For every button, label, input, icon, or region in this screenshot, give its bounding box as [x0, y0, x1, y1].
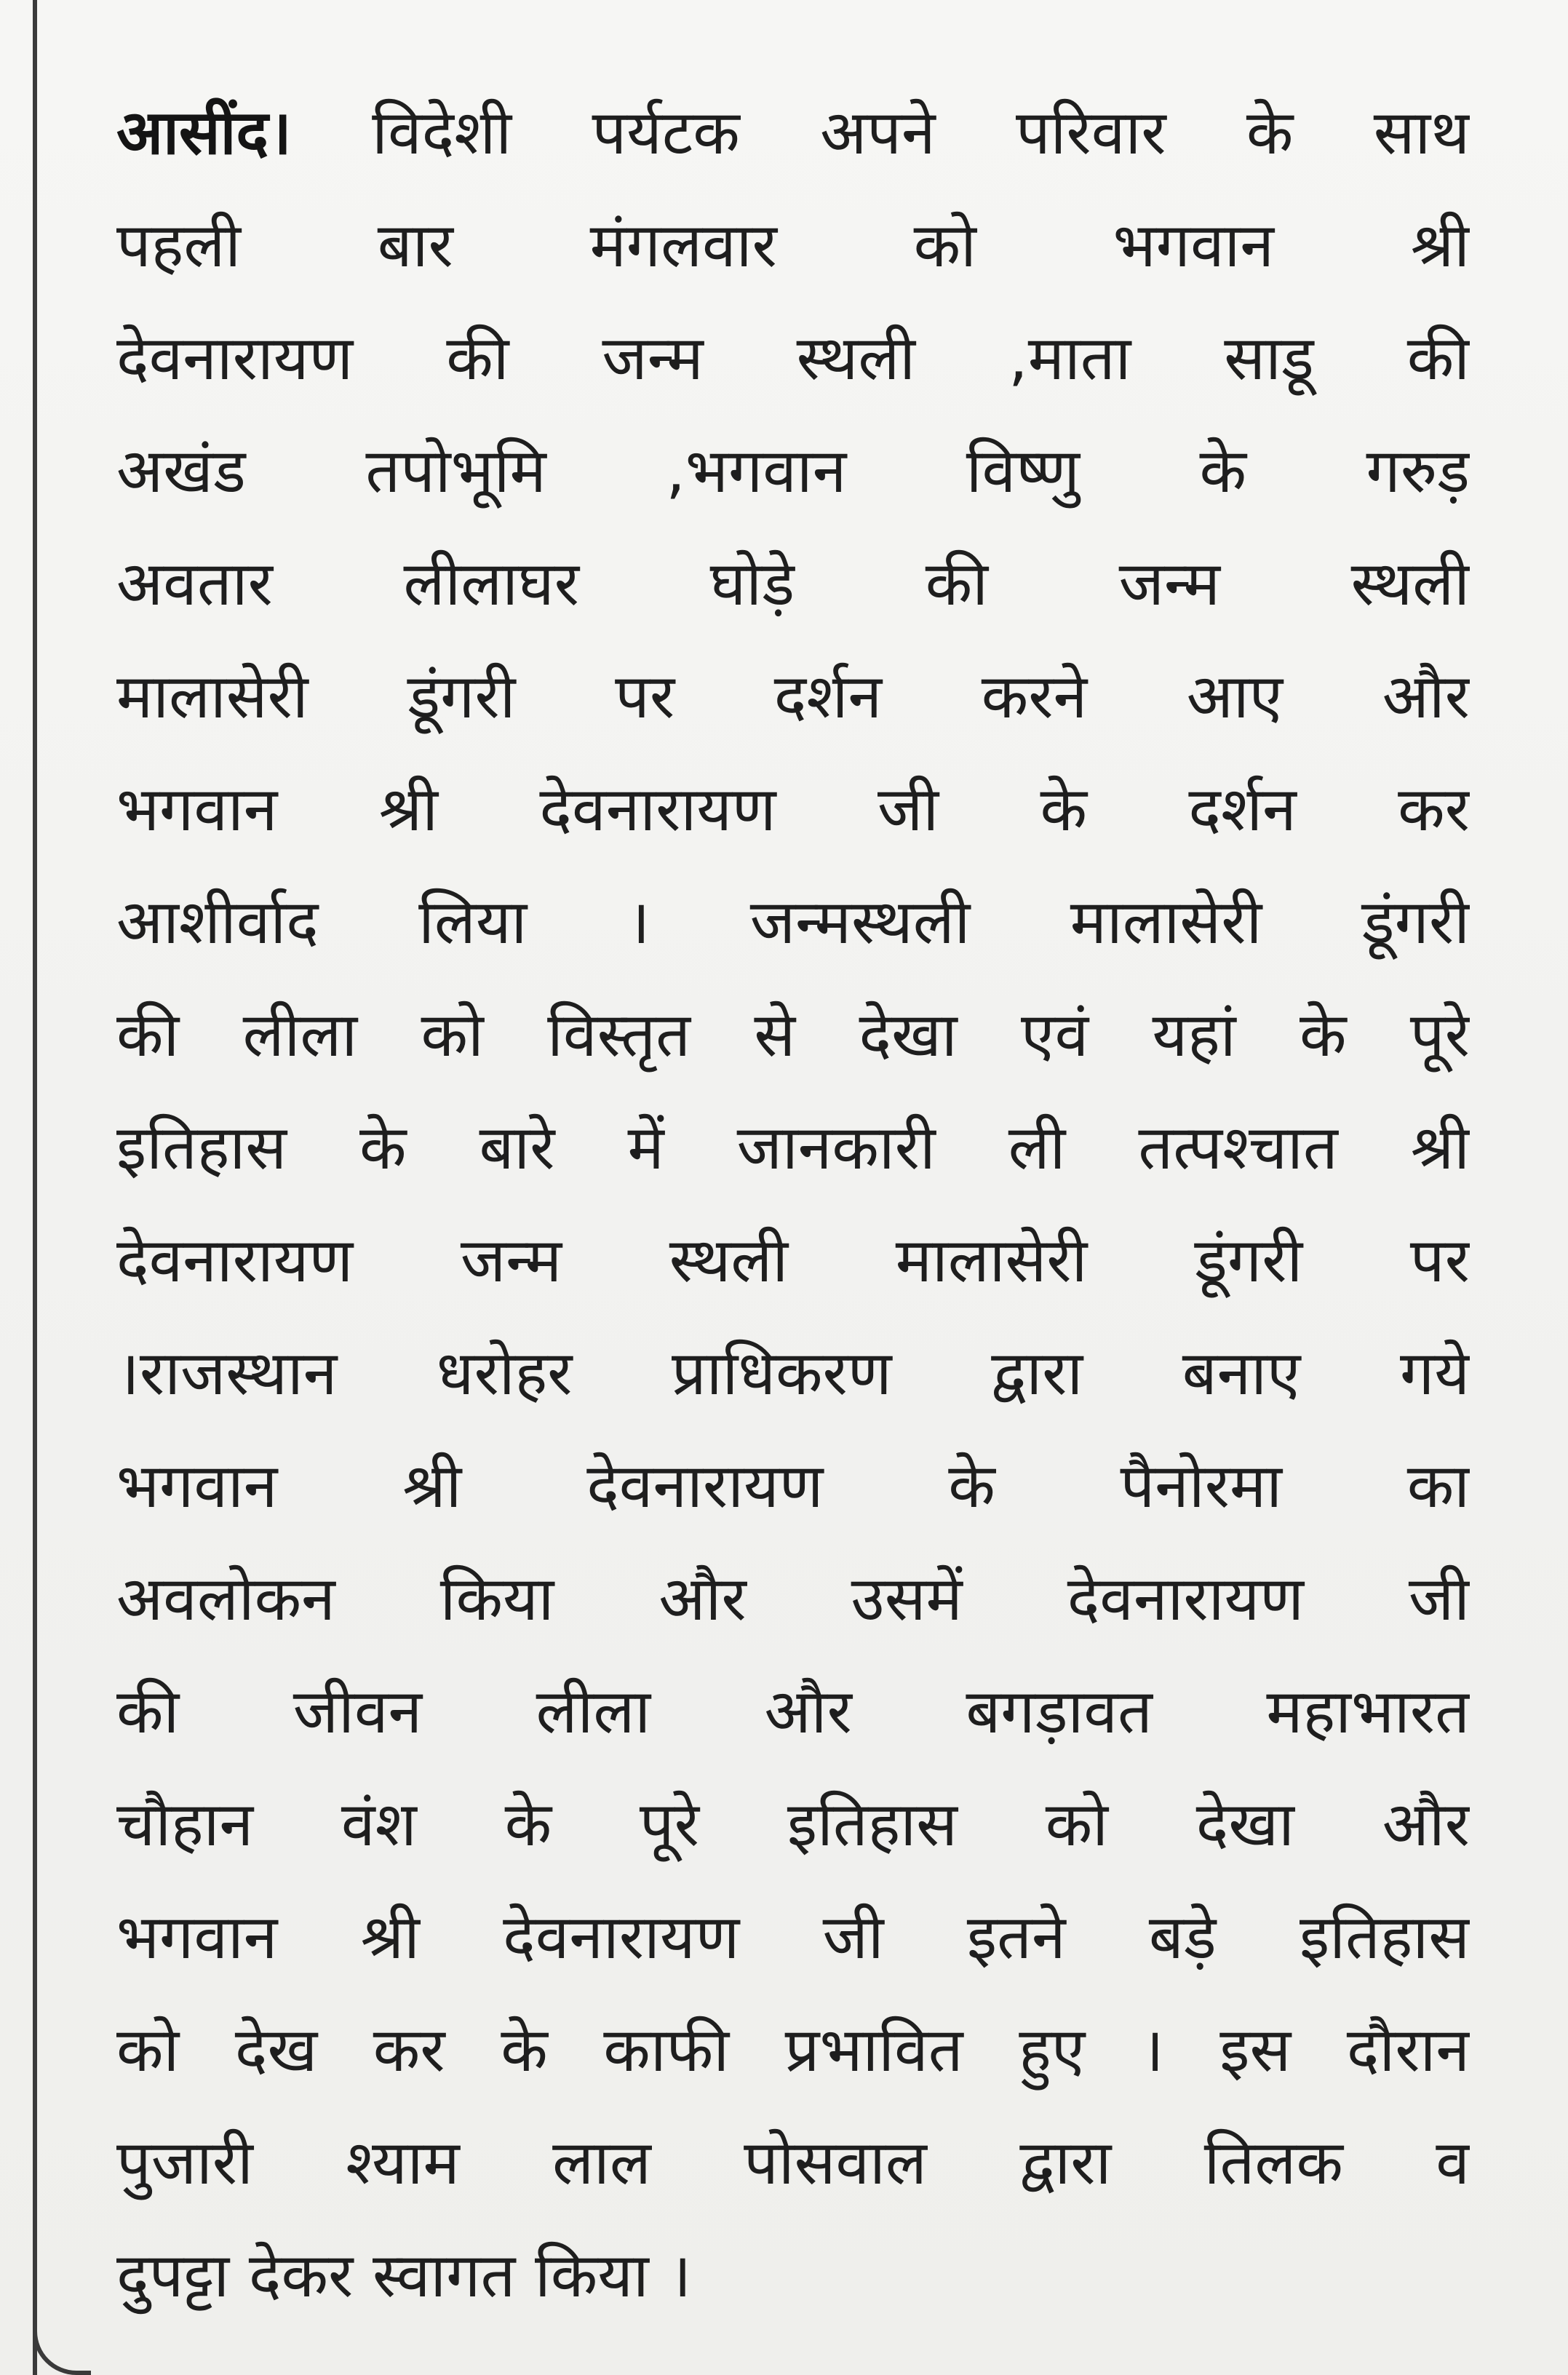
column-border-corner: [33, 2292, 91, 2375]
article-line-7: भगवान श्री देवनारायण जी के दर्शन कर: [116, 773, 1470, 845]
article-line-2: पहली बार मंगलवार को भगवान श्री: [116, 210, 1470, 281]
article-line-3: देवनारायण की जन्म स्थली ,माता साडू की: [116, 322, 1470, 394]
article-line-9: की लीला को विस्तृत से देखा एवं यहां के पूरे: [116, 999, 1470, 1070]
article-line-18: को देख कर के काफी प्रभावित हुए । इस दौरान: [116, 2014, 1470, 2085]
article-line-5: अवतार लीलाघर घोड़े की जन्म स्थली: [116, 548, 1470, 619]
article-line-16: चौहान वंश के पूरे इतिहास को देखा और: [116, 1789, 1470, 1860]
article-line-10: इतिहास के बारे में जानकारी ली तत्पश्चात श्री: [116, 1112, 1470, 1183]
article-line-17: भगवान श्री देवनारायण जी इतने बड़े इतिहास: [116, 1901, 1470, 1973]
article-body: [116, 76, 1470, 2332]
article-line-1-text: विदेशी पर्यटक अपने परिवार के साथ: [291, 97, 1470, 168]
article-line-8: आशीर्वाद लिया । जन्मस्थली मालासेरी डूंगरी: [116, 886, 1470, 958]
article-line-19: पुजारी श्याम लाल पोसवाल द्वारा तिलक व: [116, 2127, 1470, 2198]
article-line-1: [116, 76, 1470, 189]
article-line-6: मालासेरी डूंगरी पर दर्शन करने आए और: [116, 661, 1470, 732]
article-line-12: ।राजस्थान धरोहर प्राधिकरण द्वारा बनाए गये: [116, 1337, 1470, 1409]
article-line-13: भगवान श्री देवनारायण के पैनोरमा का: [116, 1450, 1470, 1521]
article-line-4: अखंड तपोभूमि ,भगवान विष्णु के गरुड़: [116, 435, 1470, 506]
dateline: आसींद।: [116, 97, 292, 168]
article-line-15: की जीवन लीला और बगड़ावत महाभारत: [116, 1676, 1470, 1747]
article-line-20: दुपट्टा देकर स्वागत किया ।: [116, 2240, 692, 2311]
column-border-rule: [33, 0, 37, 2375]
article-line-14: अवलोकन किया और उसमें देवनारायण जी: [116, 1563, 1470, 1634]
article-line-11: देवनारायण जन्म स्थली मालासेरी डूंगरी पर: [116, 1225, 1470, 1296]
